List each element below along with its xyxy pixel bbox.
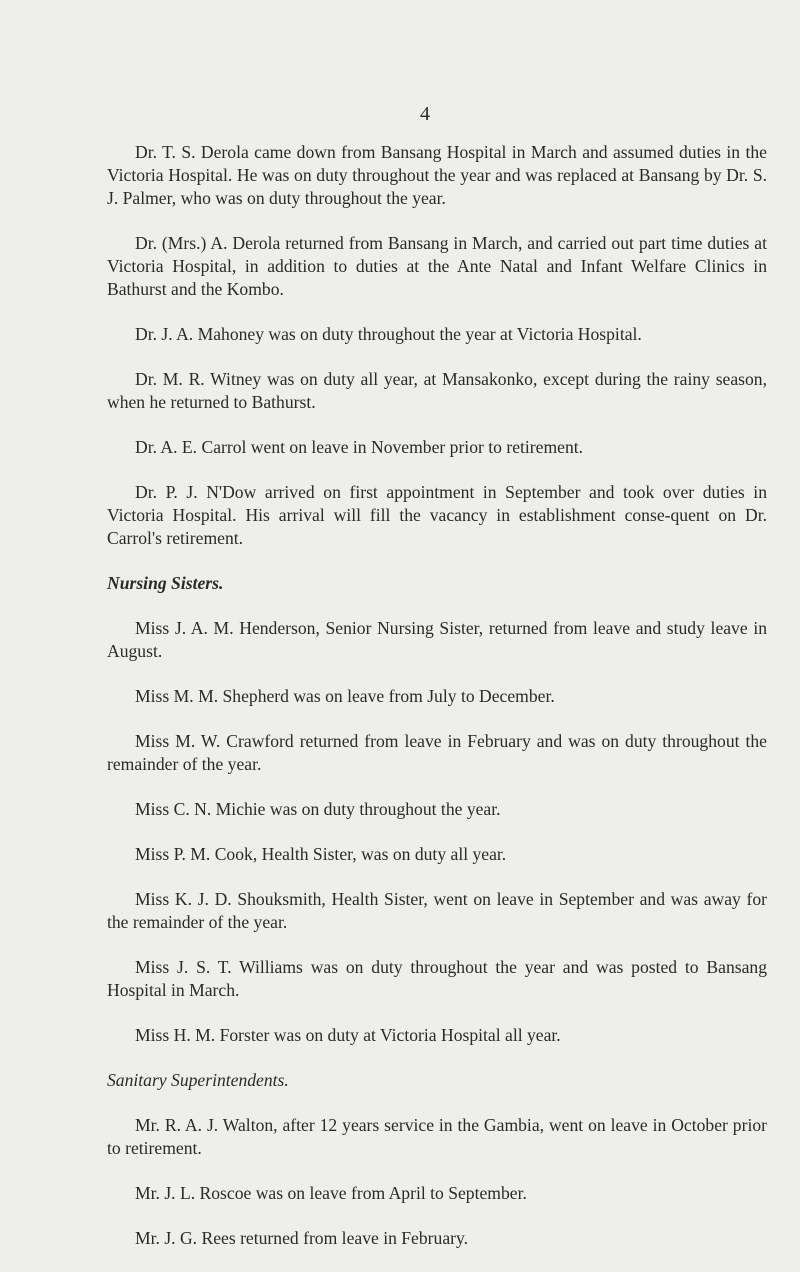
page-number: 4 [420, 103, 430, 125]
paragraph-williams: Miss J. S. T. Williams was on duty throughout the year and was posted to Bansang Hospital in March. [107, 957, 767, 1000]
paragraph-cook: Miss P. M. Cook, Health Sister, was on duty all year. [135, 844, 507, 864]
paragraph-walton: Mr. R. A. J. Walton, after 12 years service in the Gambia, went on leave in October prior to retirement. [107, 1115, 767, 1158]
paragraph-shouksmith: Miss K. J. D. Shouksmith, Health Sister, went on leave in September and was away for the remainder of the year. [107, 889, 767, 932]
paragraph-witney: Dr. M. R. Witney was on duty all year, at Mansakonko, except during the rainy season, when he returned to Bathurst. [107, 369, 767, 412]
paragraph-ndow: Dr. P. J. N'Dow arrived on first appointment in September and took over duties in Victoria Hospital. His arrival will fill the vacancy in establishment conse-quent on Dr. Carrol's retirement. [107, 482, 767, 548]
paragraph-derola-a: Dr. (Mrs.) A. Derola returned from Bansang in March, and carried out part time duties at Victoria Hospital, in addition to duties at the Ante Natal and Infant Welfare Clinics in Bathurst and the Kombo. [107, 233, 767, 299]
paragraph-mahoney: Dr. J. A. Mahoney was on duty throughout the year at Victoria Hospital. [135, 324, 642, 344]
paragraph-michie: Miss C. N. Michie was on duty throughout the year. [135, 799, 501, 819]
paragraph-henderson: Miss J. A. M. Henderson, Senior Nursing Sister, returned from leave and study leave in August. [107, 618, 767, 661]
paragraph-forster: Miss H. M. Forster was on duty at Victoria Hospital all year. [135, 1025, 561, 1045]
section-heading-nursing-sisters: Nursing Sisters. [107, 573, 224, 593]
document-body [107, 141, 767, 1272]
section-heading-sanitary-superintendents: Sanitary Superintendents. [107, 1070, 289, 1090]
paragraph-rees: Mr. J. G. Rees returned from leave in February. [135, 1228, 469, 1248]
paragraph-shepherd: Miss M. M. Shepherd was on leave from July to December. [135, 686, 555, 706]
paragraph-roscoe: Mr. J. L. Roscoe was on leave from April to September. [135, 1183, 527, 1203]
paragraph-derola-t: Dr. T. S. Derola came down from Bansang Hospital in March and assumed duties in the Victoria Hospital. He was on duty throughout the year and was replaced at Bansang by Dr. S. J. Palmer, who was on duty throughout the year. [107, 142, 767, 208]
paragraph-carrol: Dr. A. E. Carrol went on leave in November prior to retirement. [135, 437, 584, 457]
paragraph-crawford: Miss M. W. Crawford returned from leave in February and was on duty throughout the remainder of the year. [107, 731, 767, 774]
